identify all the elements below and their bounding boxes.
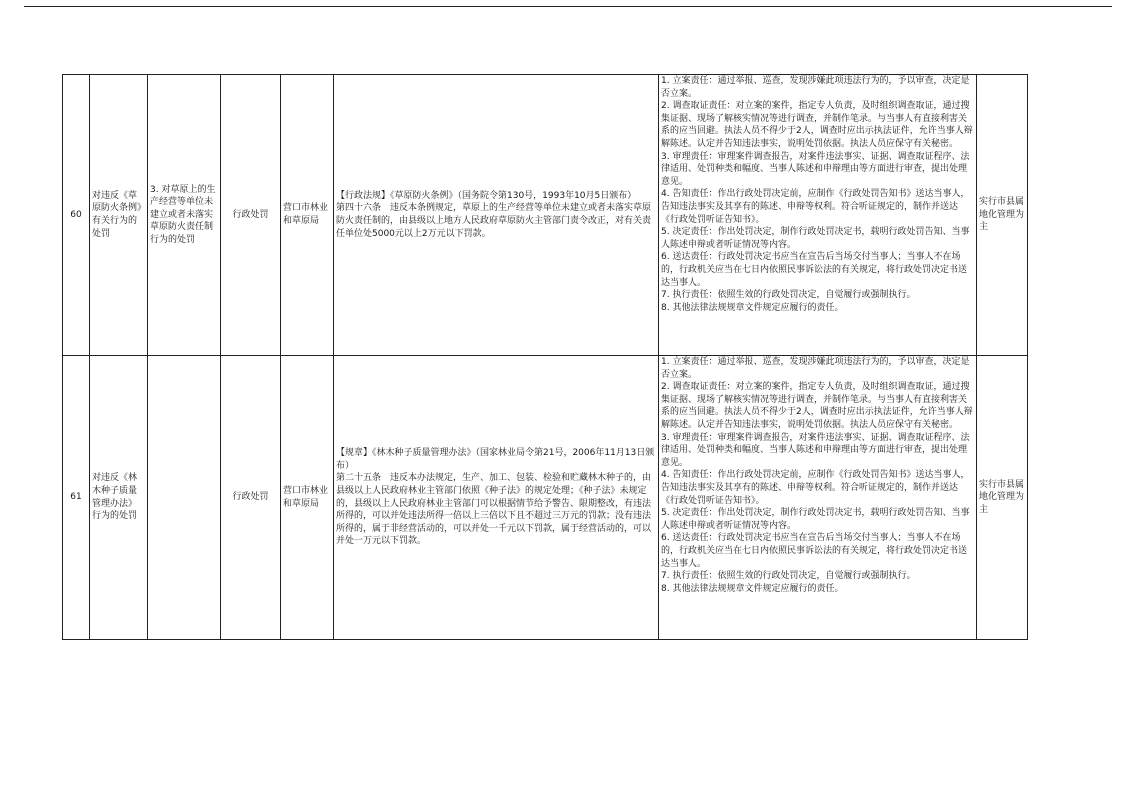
responsibility-item: 1. 立案责任：通过举报、巡查，发现涉嫌此项违法行为的，予以审查，决定是否立案。 — [661, 76, 970, 99]
responsibility-item: 7. 执行责任：依照生效的行政处罚决定，自觉履行或强制执行。 — [661, 290, 916, 301]
power-item-name: 对违反《林木种子质量管理办法》行为的处罚 — [90, 356, 148, 640]
legal-basis-text: 第二十五条 违反本办法规定，生产、加工、包装、检验和贮藏林木种子的，由县级以上人民政府林业主管部门依照《种子法》的规定处理；《种子法》未规定的，县级以上人民政府林业主管部门可以根据情节给予警告、限期整改，有违法所得的，可以并处违法所得一倍以上三倍以下且不超过三万元的罚款；没有违法所得的，属于非经营活动的，可以并处一千元以下罚款，属于经营活动的，可以并处一万元以下罚款。 — [336, 473, 652, 547]
responsibility-item: 1. 立案责任：通过举报、巡查，发现涉嫌此项违法行为的，予以审查，决定是否立案。 — [661, 357, 970, 380]
row-number: 61 — [63, 356, 90, 640]
responsibility-item: 5. 决定责任：作出处罚决定，制作行政处罚决定书，载明行政处罚告知、当事人陈述申辩或者听证情况等内容。 — [661, 227, 970, 250]
remark: 实行市县属地化管理为主 — [977, 356, 1028, 640]
power-item-name: 对违反《草原防火条例》有关行为的处罚 — [90, 75, 148, 356]
power-type: 行政处罚 — [221, 75, 281, 356]
legal-basis — [334, 75, 659, 356]
legal-basis-title: 【规章】《林木种子质量管理办法》（国家林业局令第21号，2006年11月13日颁布） — [336, 448, 655, 471]
responsibility-list — [659, 75, 977, 356]
power-sub-item: 3. 对草原上的生产经营等单位未建立或者未落实草原防火责任制行为的处罚 — [148, 75, 221, 356]
legal-basis — [334, 356, 659, 640]
legal-basis-text: 第四十六条 违反本条例规定，草原上的生产经营等单位未建立或者未落实草原防火责任制的，由县级以上地方人民政府草原防火主管部门责令改正，对有关责任单位处5000元以上2万元以下罚款。 — [336, 203, 652, 239]
implementing-department: 营口市林业和草原局 — [281, 356, 334, 640]
table-row — [63, 356, 1028, 640]
responsibility-item: 7. 执行责任：依照生效的行政处罚决定，自觉履行或强制执行。 — [661, 571, 916, 582]
responsibility-item: 2. 调查取证责任：对立案的案件，指定专人负责，及时组织调查取证，通过搜集证据、现场了解核实情况等进行调查，并制作笔录。与当事人有直接利害关系的应当回避。执法人员不得少于2人，调查时应出示执法证件，允许当事人辩解陈述。认定并告知违法事实，说明处罚依据。执法人员应保守有关秘密。 — [661, 101, 973, 149]
responsibility-list — [659, 356, 977, 640]
power-type: 行政处罚 — [221, 356, 281, 640]
table-row — [63, 75, 1028, 356]
responsibility-item: 2. 调查取证责任：对立案的案件，指定专人负责，及时组织调查取证，通过搜集证据、现场了解核实情况等进行调查，并制作笔录。与当事人有直接利害关系的应当回避。执法人员不得少于2人，调查时应出示执法证件，允许当事人辩解陈述。认定并告知违法事实，说明处罚依据。执法人员应保守有关秘密。 — [661, 382, 973, 430]
row-number: 60 — [63, 75, 90, 356]
responsibility-item: 8. 其他法律法规规章文件规定应履行的责任。 — [661, 302, 844, 313]
legal-basis-title: 【行政法规】《草原防火条例》（国务院令第130号，1993年10月5日颁布） — [336, 190, 637, 201]
responsibility-item: 6. 送达责任：行政处罚决定书应当在宣告后当场交付当事人；当事人不在场的，行政机关应当在七日内依照民事诉讼法的有关规定，将行政处罚决定书送达当事人。 — [661, 252, 968, 288]
remark: 实行市县属地化管理为主 — [977, 75, 1028, 356]
top-rule — [24, 6, 1112, 7]
responsibility-item: 6. 送达责任：行政处罚决定书应当在宣告后当场交付当事人；当事人不在场的，行政机关应当在七日内依照民事诉讼法的有关规定，将行政处罚决定书送达当事人。 — [661, 533, 968, 569]
responsibility-item: 3. 审理责任：审理案件调查报告，对案件违法事实、证据、调查取证程序、法律适用、处罚种类和幅度、当事人陈述和申辩理由等方面进行审查，提出处理意见。 — [661, 151, 970, 187]
implementing-department: 营口市林业和草原局 — [281, 75, 334, 356]
responsibility-item: 4. 告知责任：作出行政处罚决定前，应制作《行政处罚告知书》送达当事人，告知违法事实及其享有的陈述、申辩等权利。符合听证规定的，制作并送达《行政处罚听证告知书》。 — [661, 189, 970, 225]
responsibility-item: 5. 决定责任：作出处罚决定，制作行政处罚决定书，载明行政处罚告知、当事人陈述申辩或者听证情况等内容。 — [661, 508, 970, 531]
responsibility-item: 8. 其他法律法规规章文件规定应履行的责任。 — [661, 583, 844, 594]
responsibility-item: 3. 审理责任：审理案件调查报告，对案件违法事实、证据、调查取证程序、法律适用、处罚种类和幅度、当事人陈述和申辩理由等方面进行审查，提出处理意见。 — [661, 432, 970, 468]
responsibility-item: 4. 告知责任：作出行政处罚决定前，应制作《行政处罚告知书》送达当事人，告知违法事实及其享有的陈述、申辩等权利。符合听证规定的，制作并送达《行政处罚听证告知书》。 — [661, 470, 970, 506]
power-sub-item — [148, 356, 221, 640]
power-list-table — [62, 74, 1028, 640]
